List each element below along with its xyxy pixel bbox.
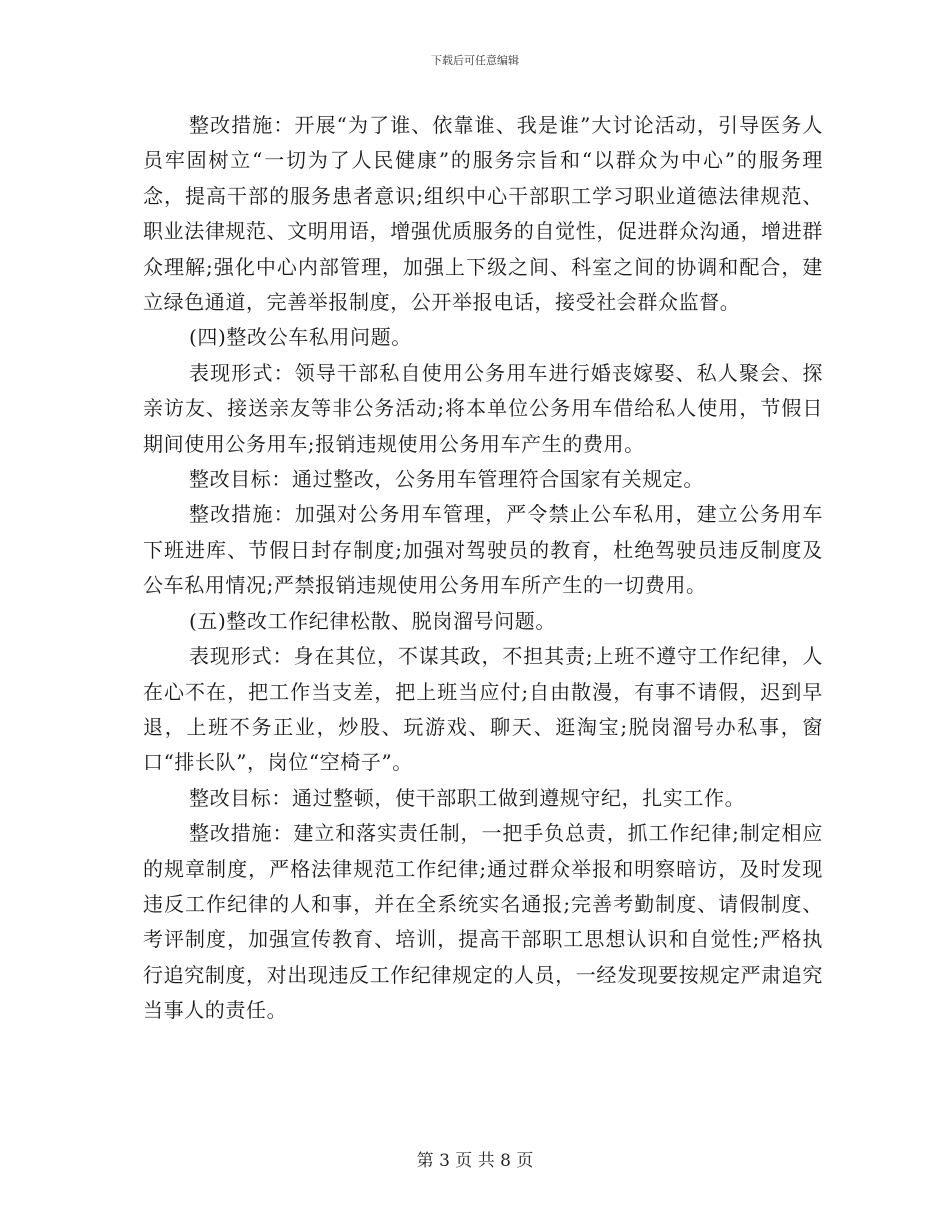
paragraph-goal-car: 整改目标：通过整改，公务用车管理符合国家有关规定。 [189, 467, 704, 492]
paragraph-goal-discipline: 整改目标：通过整顿，使干部职工做到遵规守纪，扎实工作。 [189, 785, 746, 810]
paragraph-measures-discipline: 整改措施：建立和落实责任制，一把手负总责，抓工作纪律;制定相应的规章制度，严格法律规范工作纪律;通过群众举报和明察暗访，及时发现违反工作纪律的人和事，并在全系统实名通报;完善考勤制度、请假制度、考评制度，加强宣传教育、培训，提高干部职工思想认识和自觉性;严格执行追究制度，对出现违反工作纪律规定的人员，一经发现要按规定严肃追究当事人的责任。 [143, 821, 823, 1023]
page-header: 下载后可任意编辑 [431, 54, 519, 67]
document-body [143, 108, 823, 1029]
section-heading-5: (五)整改工作纪律松散、脱岗溜号问题。 [189, 608, 557, 633]
section-heading-4: (四)整改公车私用问题。 [189, 325, 412, 350]
page-footer: 第 3 页 共 8 页 [416, 1151, 534, 1171]
paragraph-measures-service: 整改措施：开展“为了谁、依靠谁、我是谁”大讨论活动，引导医务人员牢固树立“一切为了人民健康”的服务宗旨和“以群众为中心”的服务理念，提高干部的服务患者意识;组织中心干部职工学习职业道德法律规范、职业法律规范、文明用语，增强优质服务的自觉性，促进群众沟通，增进群众理解;强化中心内部管理，加强上下级之间、科室之间的协调和配合，建立绿色通道，完善举报制度，公开举报电话，接受社会群众监督。 [143, 113, 823, 315]
paragraph-manifestation-car: 表现形式：领导干部私自使用公务用车进行婚丧嫁娶、私人聚会、探亲访友、接送亲友等非公务活动;将本单位公务用车借给私人使用，节假日期间使用公务用车;报销违规使用公务用车产生的费用。 [143, 360, 823, 456]
paragraph-measures-car: 整改措施：加强对公务用车管理，严令禁止公车私用，建立公务用车下班进库、节假日封存制度;加强对驾驶员的教育，杜绝驾驶员违反制度及公车私用情况;严禁报销违规使用公务用车所产生的一切费用。 [143, 502, 823, 598]
paragraph-manifestation-discipline: 表现形式：身在其位，不谋其政，不担其责;上班不遵守工作纪律，人在心不在，把工作当支差，把上班当应付;自由散漫，有事不请假，迟到早退，上班不务正业，炒股、玩游戏、聊天、逛淘宝;脱岗溜号办私事，窗口“排长队”，岗位“空椅子”。 [143, 644, 823, 775]
